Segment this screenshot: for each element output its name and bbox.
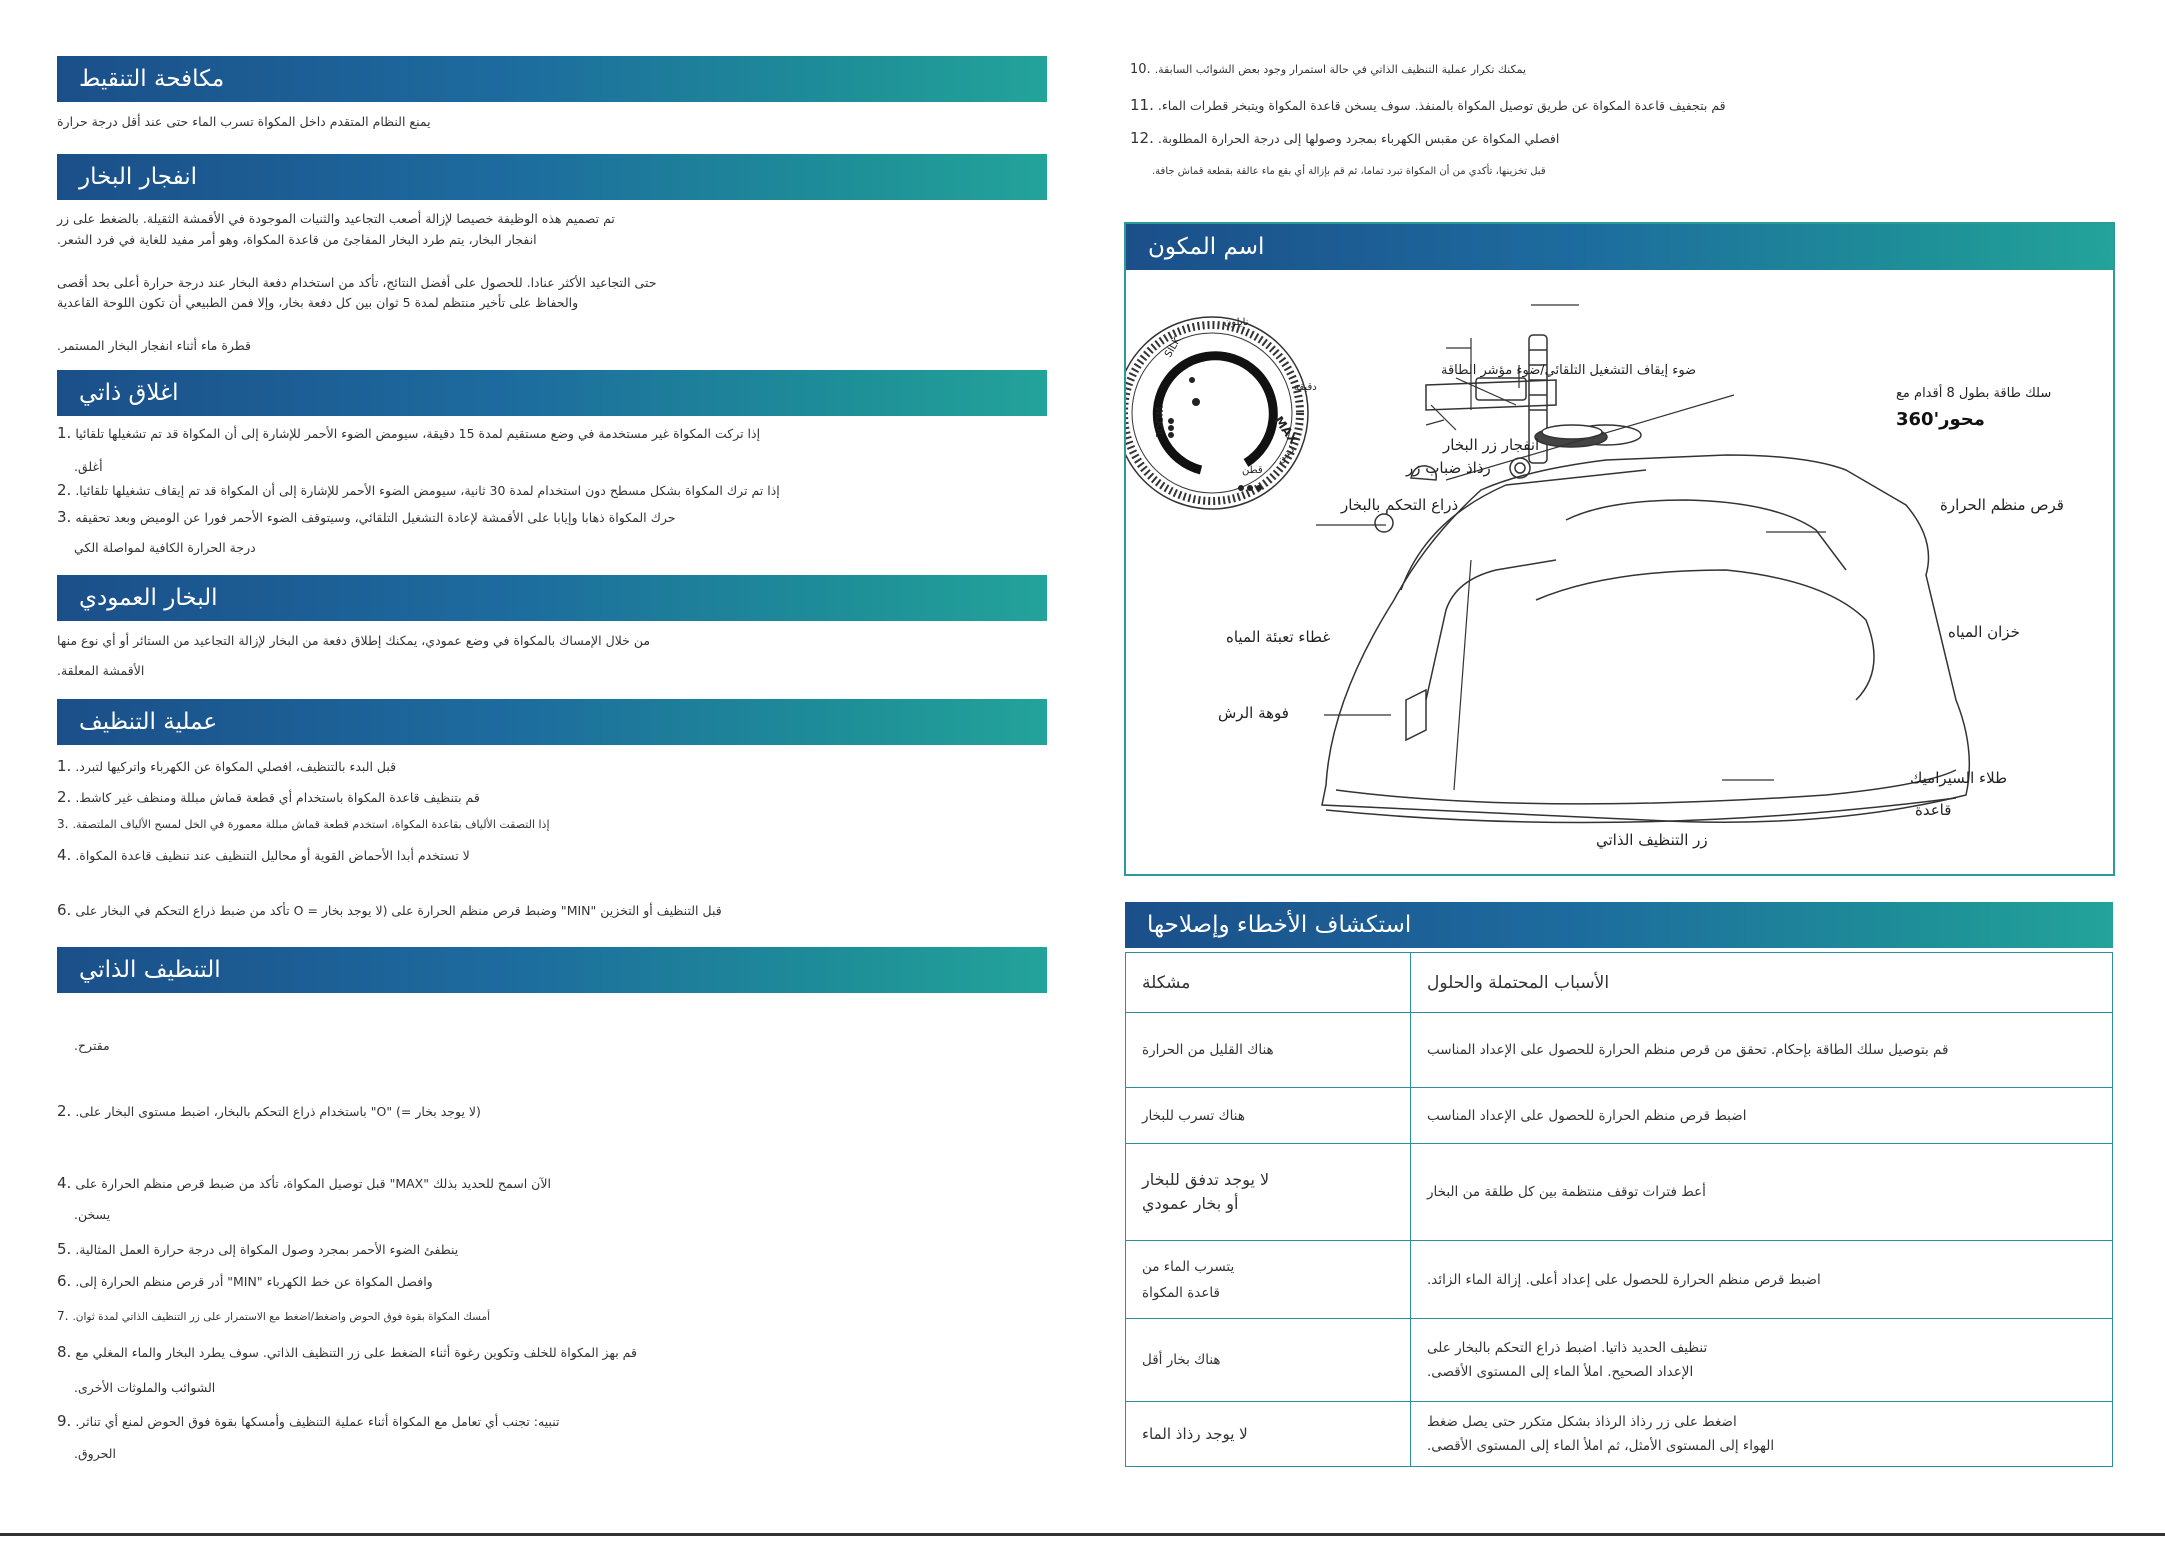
- dial-label-wool: WOOL: [1153, 406, 1164, 438]
- label-self-clean-button: زر التنظيف الذاتي: [1596, 831, 1708, 849]
- list-item: 11. قم بتجفيف قاعدة المكواة عن طريق توصيل المكواة بالمنفذ. سوف يسخن قاعدة المكواة ويتبخر قطرات الماء.: [1130, 96, 1726, 114]
- section-header-troubleshooting: [1125, 902, 2113, 948]
- label-spray-button: رذاذ ضباب زر: [1406, 459, 1491, 477]
- section-title: استكشاف الأخطاء وإصلاحها: [1147, 912, 1412, 938]
- section-header-components: [1126, 224, 2113, 270]
- section-title: عملية التنظيف: [79, 709, 218, 735]
- list-item: 5. ينطفئ الضوء الأحمر بمجرد وصول المكواة إلى درجة حرارة العمل المثالية.: [57, 1240, 459, 1258]
- solution-line: تنظيف الحديد ذاتيا. اضبط ذراع التحكم بالبخار على: [1427, 1340, 1708, 1356]
- table-row: [1126, 1144, 2113, 1241]
- paragraph-line: والحفاظ على تأخير منتظم لمدة 5 ثوان بين كل دفعة بخار، وإلا فمن الطبيعي أن تكون اللوحة القاعدية: [57, 295, 579, 310]
- dial-label-linen: لينين: [1274, 444, 1298, 466]
- section-title: التنظيف الذاتي: [79, 957, 221, 983]
- list-item: 7. أمسك المكواة بقوة فوق الحوض واضغط/اضغط مع الاستمرار على زر التنظيف الذاتي لمدة ثوان.: [57, 1309, 491, 1323]
- column-header-solution: الأسباب المحتملة والحلول: [1411, 953, 2113, 1013]
- list-item: 1. قبل البدء بالتنظيف، افصلي المكواة عن الكهرباء واتركيها لتبرد.: [57, 757, 397, 775]
- solution-cell: [1411, 1402, 2113, 1467]
- table-header-row: [1126, 953, 2113, 1013]
- table-row: [1126, 1241, 2113, 1319]
- label-power-cord: سلك طاقة بطول 8 أقدام مع: [1896, 386, 2052, 401]
- solution-line: اضغط على زر رذاذ الرذاذ بشكل متكرر حتى يصل ضغط: [1427, 1414, 1737, 1430]
- paragraph-line: الأقمشة المعلقة.: [57, 663, 145, 678]
- column-header-problem: مشكلة: [1126, 953, 1411, 1013]
- solution-line: الإعداد الصحيح. املأ الماء إلى المستوى الأقصى.: [1427, 1364, 1694, 1380]
- list-item: 4. لا تستخدم أبدا الأحماض القوية أو محاليل التنظيف عند تنظيف قاعدة المكواة.: [57, 846, 470, 864]
- page-bottom-rule: [0, 1533, 2165, 1536]
- iron-diagram: [1126, 270, 2113, 874]
- solution-cell: [1411, 1319, 2113, 1402]
- dial-label-cotton: قطن: [1242, 465, 1263, 476]
- list-item: 2. قم بتنظيف قاعدة المكواة باستخدام أي قطعة قماش مبللة ومنظف غير كاشط.: [57, 788, 480, 806]
- solution-cell: اضبط قرص منظم الحرارة للحصول على الإعداد المناسب: [1411, 1088, 2113, 1144]
- table-row: [1126, 1088, 2113, 1144]
- dial-label-nylon: نايلون: [1224, 317, 1249, 328]
- list-item: درجة الحرارة الكافية لمواصلة الكي: [74, 540, 256, 555]
- list-item: 6. وافصل المكواة عن خط الكهرباء "MIN" أدر قرص منظم الحرارة إلى.: [57, 1272, 433, 1290]
- list-item: 12. افصلي المكواة عن مقبس الكهرباء بمجرد وصولها إلى درجة الحرارة المطلوبة.: [1130, 129, 1560, 147]
- table-row: [1126, 1402, 2113, 1467]
- section-title: انفجار البخار: [79, 164, 197, 190]
- temperature-dial: [1126, 317, 1317, 509]
- solution-line: الهواء إلى المستوى الأمثل، ثم املأ الماء إلى المستوى الأقصى.: [1427, 1438, 1775, 1454]
- problem-cell: هناك تسرب للبخار: [1126, 1088, 1411, 1144]
- section-header-self-clean: [57, 947, 1047, 993]
- list-item: 8. قم بهز المكواة للخلف وتكوين رغوة أثناء الضغط على زر التنظيف الذاتي. سوف يطرد البخار والماء المغلي مع: [57, 1343, 637, 1361]
- problem-line: قاعدة المكواة: [1142, 1284, 1220, 1301]
- table-row: [1126, 1013, 2113, 1088]
- list-item: 3. حرك المكواة ذهابا وإيابا على الأقمشة لإعادة التشغيل التلقائي، وسيتوقف الضوء الأحمر فورا عن الوميض وبعد تحقيقه: [57, 508, 676, 526]
- label-ceramic-coating: طلاء السيراميك: [1910, 769, 2008, 787]
- dial-label-minute: دقيقة: [1294, 382, 1317, 393]
- label-burst-button: انفجار زر البخار: [1443, 436, 1540, 454]
- list-item: 1. إذا تركت المكواة غير مستخدمة في وضع مستقيم لمدة 15 دقيقة، سيومض الضوء الأحمر للإشارة إلى أن المكواة قد تم تشغيلها تلقائيا: [57, 424, 761, 442]
- problem-line: أو بخار عمودي: [1142, 1194, 1239, 1213]
- section-title: مكافحة التنقيط: [79, 66, 225, 92]
- paragraph-line: تم تصميم هذه الوظيفة خصيصا لإزالة أصعب التجاعيد والثنيات الموجودة في الأقمشة الثقيلة. بالضغط على زر: [57, 211, 615, 226]
- problem-cell: لا يوجد رذاذ الماء: [1126, 1402, 1411, 1467]
- troubleshooting-table: [1125, 952, 2113, 1467]
- paragraph-line: حتى التجاعيد الأكثر عنادا. للحصول على أفضل النتائج، تأكد من استخدام دفعة البخار عند درجة حرارة أعلى بحد أقصى: [57, 275, 657, 290]
- list-item: 2. إذا تم ترك المكواة بشكل مسطح دون استخدام لمدة 30 ثانية، سيومض الضوء الأحمر للإشارة إلى أن المكواة قد تم إيقاف تشغيلها تلقائيا.: [57, 481, 780, 499]
- label-soleplate: قاعدة: [1915, 801, 1952, 819]
- problem-cell: [1126, 1241, 1411, 1319]
- problem-cell: هناك بخار أقل: [1126, 1319, 1411, 1402]
- section-header-cleaning: [57, 699, 1047, 745]
- list-item: 9. تنبيه: تجنب أي تعامل مع المكواة أثناء عملية التنظيف وأمسكها بقوة فوق الحوض لمنع أي تناثر.: [57, 1412, 560, 1430]
- section-header-steam-burst: [57, 154, 1047, 200]
- label-thermostat-dial: قرص منظم الحرارة: [1940, 496, 2064, 514]
- list-item: 6. قبل التنظيف أو التخزين "MIN" وضبط قرص منظم الحرارة على (لا يوجد بخار = O تأكد من ضبط ذراع التحكم في البخار على: [57, 901, 722, 919]
- solution-cell: قم بتوصيل سلك الطاقة بإحكام. تحقق من قرص منظم الحرارة للحصول على الإعداد المناسب: [1411, 1013, 2113, 1088]
- solution-cell: اضبط قرص منظم الحرارة للحصول على إعداد أعلى. إزالة الماء الزائد.: [1411, 1241, 2113, 1319]
- problem-cell: هناك القليل من الحرارة: [1126, 1013, 1411, 1088]
- label-auto-off-light: ضوء إيقاف التشغيل التلقائي/ضوء مؤشر الطاقة: [1441, 363, 1697, 378]
- section-header-vertical-steam: [57, 575, 1047, 621]
- paragraph-line: من خلال الإمساك بالمكواة في وضع عمودي، يمكنك إطلاق دفعة من البخار لإزالة التجاعيد من الستائر أو أي نوع منها: [57, 633, 651, 648]
- list-item: مقترح.: [74, 1038, 110, 1053]
- label-water-fill-cover: غطاء تعبئة المياه: [1226, 628, 1331, 646]
- list-item: 2. (لا يوجد بخار =) "O" باستخدام ذراع التحكم بالبخار، اضبط مستوى البخار على.: [57, 1102, 481, 1120]
- section-title: اسم المكون: [1148, 234, 1265, 260]
- list-item: يسخن.: [74, 1207, 111, 1222]
- label-360-pivot: محور'360: [1896, 409, 1985, 430]
- list-item: قبل تخزينها، تأكدي من أن المكواة تبرد تماما، ثم قم بإزالة أي بقع ماء عالقة بقطعة قماش جافة.: [1152, 166, 1546, 177]
- problem-cell: [1126, 1144, 1411, 1241]
- paragraph-line: قطرة ماء أثناء انفجار البخار المستمر.: [57, 338, 252, 353]
- section-header-anti-drip: [57, 56, 1047, 102]
- label-water-tank: خزان المياه: [1948, 623, 2020, 641]
- list-item: أغلق.: [74, 459, 103, 474]
- list-item: 3. إذا التصقت الألياف بقاعدة المكواة، استخدم قطعة قماش مبللة معمورة في الخل لمسح الألياف الملتصقة.: [57, 817, 550, 831]
- dial-label-max: MAX: [1271, 413, 1301, 447]
- label-steam-lever: ذراع التحكم بالبخار: [1341, 496, 1459, 514]
- section-title: اغلاق ذاتي: [79, 380, 179, 406]
- problem-line: لا يوجد تدفق للبخار: [1142, 1170, 1270, 1189]
- table-row: [1126, 1319, 2113, 1402]
- problem-line: يتسرب الماء من: [1142, 1258, 1235, 1275]
- section-title: البخار العمودي: [79, 585, 218, 611]
- paragraph-line: انفجار البخار، يتم طرد البخار المفاجئ من قاعدة المكواة، وهو أمر مفيد للغاية في فرد الشعر.: [57, 232, 537, 247]
- list-item: الشوائب والملوثات الأخرى.: [74, 1380, 216, 1395]
- iron-illustration: [1322, 335, 1969, 823]
- list-item: 4. الآن اسمح للحديد بذلك "MAX" قبل توصيل المكواة، تأكد من ضبط قرص منظم الحرارة على: [57, 1174, 551, 1192]
- anti-drip-text: يمنع النظام المتقدم داخل المكواة تسرب الماء حتى عند أقل درجة حرارة: [57, 114, 431, 129]
- section-header-auto-off: [57, 370, 1047, 416]
- label-spray-nozzle: فوهة الرش: [1218, 704, 1289, 722]
- dial-label-silk: SILK: [1163, 335, 1184, 360]
- list-item: 10. يمكنك تكرار عملية التنظيف الذاتي في حالة استمرار وجود بعض الشوائب السابقة.: [1130, 62, 1527, 77]
- solution-cell: أعط فترات توقف منتظمة بين كل طلقة من البخار: [1411, 1144, 2113, 1241]
- list-item: الحروق.: [74, 1446, 116, 1461]
